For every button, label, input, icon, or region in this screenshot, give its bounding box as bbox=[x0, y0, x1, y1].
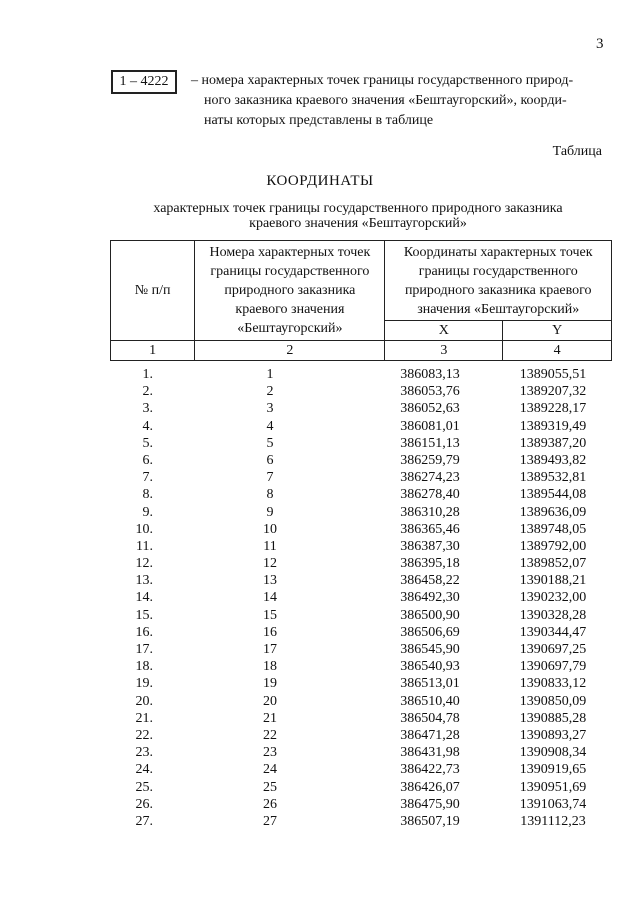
row-y-coordinate: 1390697,25 bbox=[519, 642, 587, 657]
table-row bbox=[110, 366, 612, 383]
row-y-coordinate: 1389544,08 bbox=[519, 487, 587, 503]
table-row bbox=[110, 761, 612, 778]
row-x-coordinate: 386151,13 bbox=[400, 435, 460, 451]
row-index: 25. bbox=[135, 779, 153, 795]
row-index: 7. bbox=[142, 470, 153, 486]
header-number-cell: 3 bbox=[385, 341, 503, 361]
document-title: КООРДИНАТЫ bbox=[266, 173, 374, 189]
table-row bbox=[110, 452, 612, 469]
subtitle-line: краевого значения «Бештаугорский» bbox=[249, 216, 467, 231]
table-row bbox=[110, 693, 612, 710]
row-y-coordinate: 1390232,00 bbox=[519, 590, 587, 606]
row-index: 23. bbox=[135, 745, 153, 761]
row-y-coordinate: 1391063,74 bbox=[519, 796, 587, 812]
row-y-coordinate: 1390885,28 bbox=[519, 710, 587, 726]
row-point-number: 8 bbox=[266, 487, 274, 503]
row-y-coordinate: 1390833,12 bbox=[519, 676, 587, 692]
table-row bbox=[110, 710, 612, 727]
row-index: 20. bbox=[135, 693, 153, 709]
row-y-coordinate: 1390328,28 bbox=[519, 607, 587, 623]
header-x-cell: X bbox=[385, 321, 503, 341]
row-point-number: 14 bbox=[263, 590, 277, 606]
row-y-coordinate: 1389852,07 bbox=[519, 556, 587, 572]
coordinates-table-body bbox=[110, 366, 612, 830]
row-index: 15. bbox=[135, 607, 153, 623]
coordinates-table-header bbox=[110, 240, 612, 361]
table-row bbox=[110, 744, 612, 761]
row-index: 19. bbox=[135, 676, 153, 692]
table-row bbox=[110, 435, 612, 452]
row-x-coordinate: 386510,40 bbox=[400, 693, 460, 709]
table-row bbox=[110, 555, 612, 572]
table-row bbox=[110, 572, 612, 589]
table-row bbox=[110, 400, 612, 417]
row-point-number: 9 bbox=[266, 504, 274, 520]
row-index: 16. bbox=[135, 624, 153, 640]
table-row bbox=[110, 624, 612, 641]
row-x-coordinate: 386365,46 bbox=[400, 521, 460, 537]
legend-line: наты которых представлены в таблице bbox=[204, 113, 434, 128]
table-row bbox=[110, 796, 612, 813]
header-y-cell: Y bbox=[503, 321, 612, 341]
row-point-number: 3 bbox=[266, 401, 274, 417]
row-x-coordinate: 386513,01 bbox=[400, 676, 460, 692]
row-index: 5. bbox=[142, 435, 153, 451]
row-y-coordinate: 1390697,79 bbox=[519, 659, 587, 675]
row-index: 6. bbox=[142, 452, 153, 468]
row-index: 21. bbox=[135, 710, 153, 726]
row-x-coordinate: 386083,13 bbox=[400, 367, 460, 382]
row-x-coordinate: 386053,76 bbox=[400, 384, 460, 400]
row-x-coordinate: 386431,98 bbox=[400, 745, 460, 761]
table-row bbox=[110, 418, 612, 435]
row-y-coordinate: 1390344,47 bbox=[519, 624, 587, 640]
table-label: Таблица bbox=[552, 144, 602, 159]
row-y-coordinate: 1389319,49 bbox=[519, 418, 587, 434]
row-point-number: 21 bbox=[263, 710, 277, 726]
row-point-number: 22 bbox=[263, 727, 277, 743]
table-row bbox=[110, 486, 612, 503]
row-point-number: 13 bbox=[263, 573, 277, 589]
table-row bbox=[110, 538, 612, 555]
row-point-number: 19 bbox=[263, 676, 277, 692]
row-index: 18. bbox=[135, 659, 153, 675]
table-row bbox=[110, 727, 612, 744]
row-y-coordinate: 1389228,17 bbox=[519, 401, 587, 417]
row-x-coordinate: 386426,07 bbox=[400, 779, 460, 795]
row-index: 14. bbox=[135, 590, 153, 606]
row-x-coordinate: 386278,40 bbox=[400, 487, 460, 503]
row-x-coordinate: 386052,63 bbox=[400, 401, 460, 417]
row-x-coordinate: 386475,90 bbox=[400, 796, 460, 812]
row-index: 9. bbox=[142, 504, 153, 520]
row-point-number: 12 bbox=[263, 556, 277, 572]
row-point-number: 11 bbox=[263, 538, 277, 554]
row-point-number: 1 bbox=[266, 367, 274, 382]
row-point-number: 25 bbox=[263, 779, 277, 795]
row-index: 27. bbox=[135, 813, 153, 829]
table-row bbox=[110, 469, 612, 486]
row-x-coordinate: 386471,28 bbox=[400, 727, 460, 743]
row-point-number: 16 bbox=[263, 624, 277, 640]
row-y-coordinate: 1390908,34 bbox=[519, 745, 587, 761]
table-row bbox=[110, 658, 612, 675]
row-y-coordinate: 1390919,65 bbox=[519, 762, 587, 778]
row-index: 17. bbox=[135, 642, 153, 657]
legend-range-box bbox=[111, 70, 177, 94]
row-index: 22. bbox=[135, 727, 153, 743]
row-x-coordinate: 386540,93 bbox=[400, 659, 460, 675]
row-x-coordinate: 386504,78 bbox=[400, 710, 460, 726]
row-x-coordinate: 386274,23 bbox=[400, 470, 460, 486]
row-index: 3. bbox=[142, 401, 153, 417]
row-index: 13. bbox=[135, 573, 153, 589]
table-row bbox=[110, 589, 612, 606]
row-index: 8. bbox=[142, 487, 153, 503]
row-y-coordinate: 1389636,09 bbox=[519, 504, 587, 520]
row-index: 4. bbox=[142, 418, 153, 434]
row-index: 1. bbox=[142, 367, 153, 382]
row-index: 12. bbox=[135, 556, 153, 572]
row-y-coordinate: 1391112,23 bbox=[520, 813, 586, 829]
row-x-coordinate: 386492,30 bbox=[400, 590, 460, 606]
header-coordinates-cell: Координаты характерных точек границы государственного природного заказника краевого значения «Бештаугорский» bbox=[385, 241, 612, 321]
row-point-number: 23 bbox=[263, 745, 277, 761]
legend-range-label: 1 – 4222 bbox=[119, 74, 169, 89]
document-subtitle bbox=[100, 201, 616, 231]
row-index: 26. bbox=[135, 796, 153, 812]
header-index-cell: № п/п bbox=[111, 241, 195, 341]
row-point-number: 17 bbox=[263, 642, 277, 657]
row-y-coordinate: 1390951,69 bbox=[519, 779, 587, 795]
legend-line: ного заказника краевого значения «Бештаугорский», коорди- bbox=[204, 93, 567, 108]
row-y-coordinate: 1389792,00 bbox=[519, 538, 587, 554]
legend-line: – номера характерных точек границы государственного природ- bbox=[191, 73, 574, 88]
row-x-coordinate: 386387,30 bbox=[400, 538, 460, 554]
row-point-number: 5 bbox=[266, 435, 274, 451]
row-index: 24. bbox=[135, 762, 153, 778]
row-y-coordinate: 1390893,27 bbox=[519, 727, 587, 743]
row-index: 2. bbox=[142, 384, 153, 400]
row-point-number: 2 bbox=[266, 384, 274, 400]
row-x-coordinate: 386310,28 bbox=[400, 504, 460, 520]
table-row bbox=[110, 521, 612, 538]
row-x-coordinate: 386081,01 bbox=[400, 418, 460, 434]
page-number: 3 bbox=[596, 36, 604, 52]
header-number-cell: 2 bbox=[195, 341, 385, 361]
row-point-number: 6 bbox=[266, 452, 274, 468]
row-y-coordinate: 1389493,82 bbox=[519, 452, 587, 468]
row-x-coordinate: 386506,69 bbox=[400, 624, 460, 640]
row-index: 11. bbox=[136, 538, 153, 554]
header-number-cell: 1 bbox=[111, 341, 195, 361]
row-point-number: 26 bbox=[263, 796, 277, 812]
table-row bbox=[110, 383, 612, 400]
row-y-coordinate: 1389055,51 bbox=[519, 367, 587, 382]
header-point-cell: Номера характерных точек границы государственного природного заказника краевого значения «Бештаугорский» bbox=[195, 241, 385, 341]
table-row bbox=[110, 641, 612, 658]
row-point-number: 10 bbox=[263, 521, 277, 537]
row-x-coordinate: 386422,73 bbox=[400, 762, 460, 778]
table-row bbox=[110, 675, 612, 692]
table-row bbox=[110, 504, 612, 521]
row-x-coordinate: 386259,79 bbox=[400, 452, 460, 468]
row-x-coordinate: 386395,18 bbox=[400, 556, 460, 572]
row-point-number: 24 bbox=[263, 762, 277, 778]
row-point-number: 4 bbox=[266, 418, 274, 434]
row-point-number: 27 bbox=[263, 813, 277, 829]
row-x-coordinate: 386500,90 bbox=[400, 607, 460, 623]
row-y-coordinate: 1389532,81 bbox=[519, 470, 587, 486]
row-y-coordinate: 1390850,09 bbox=[519, 693, 587, 709]
table-row bbox=[110, 813, 612, 830]
row-point-number: 18 bbox=[263, 659, 277, 675]
row-y-coordinate: 1389387,20 bbox=[519, 435, 587, 451]
row-x-coordinate: 386458,22 bbox=[400, 573, 460, 589]
row-point-number: 7 bbox=[266, 470, 274, 486]
table-row bbox=[110, 607, 612, 624]
row-point-number: 15 bbox=[263, 607, 277, 623]
table-row bbox=[110, 779, 612, 796]
row-index: 10. bbox=[135, 521, 153, 537]
header-number-cell: 4 bbox=[503, 341, 612, 361]
row-point-number: 20 bbox=[263, 693, 277, 709]
row-y-coordinate: 1389748,05 bbox=[519, 521, 587, 537]
row-y-coordinate: 1390188,21 bbox=[519, 573, 587, 589]
legend-description bbox=[191, 71, 603, 131]
row-x-coordinate: 386545,90 bbox=[400, 642, 460, 657]
row-x-coordinate: 386507,19 bbox=[400, 813, 460, 829]
subtitle-line: характерных точек границы государственного природного заказника bbox=[153, 201, 563, 216]
row-y-coordinate: 1389207,32 bbox=[519, 384, 587, 400]
